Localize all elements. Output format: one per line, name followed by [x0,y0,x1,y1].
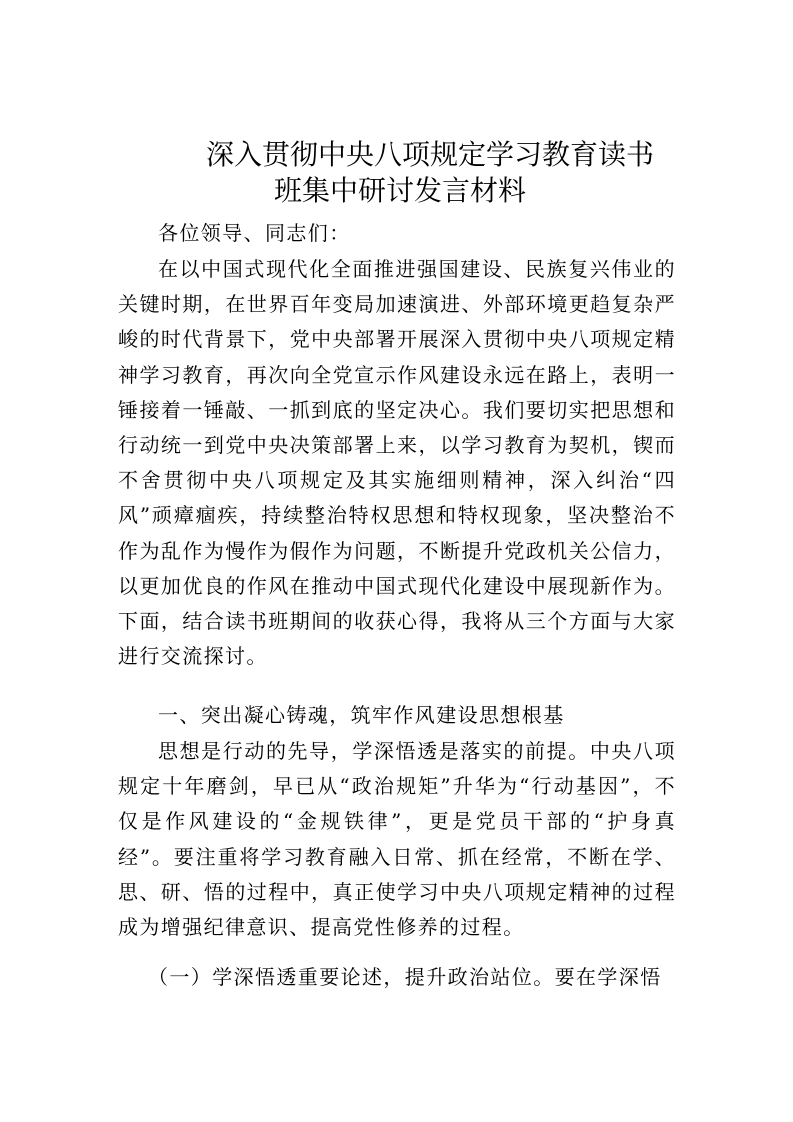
intro-paragraph: 在以中国式现代化全面推进强国建设、民族复兴伟业的关键时期，在世界百年变局加速演进、外部环境更趋复杂严峻的时代背景下，党中央部署开展深入贯彻中央八项规定精神学习教育，再次向全党宣示作风建设永远在路上，表明一锤接着一锤敲、一抓到底的坚定决心。我们要切实把思想和行动统一到党中央决策部署上来，以学习教育为契机，锲而不舍贯彻中央八项规定及其实施细则精神，深入纠治“四风”顽瘴痼疾，持续整治特权思想和特权现象，坚决整治不作为乱作为慢作为假作为问题，不断提升党政机关公信力，以更加优良的作风在推动中国式现代化建设中展现新作为。下面，结合读书班期间的收获心得，我将从三个方面与大家进行交流探讨。 [118,257,676,669]
document-title-line-2: 班集中研讨发言材料 [273,174,526,207]
subsection-heading-1: （一）学深悟透重要论述，提升政治站位。要在学深悟 [148,965,662,989]
section-heading-1: 一、突出凝心铸魂，筑牢作风建设思想根基 [158,703,565,727]
document-title-line-1: 深入贯彻中央八项规定学习教育读书 [205,138,654,171]
section-1-paragraph: 思想是行动的先导，学深悟透是落实的前提。中央八项规定十年磨剑，早已从“政治规矩”升华为“行动基因”，不仅是作风建设的“金规铁律”，更是党员干部的“护身真经”。要注重将学习教育融入日常、抓在经常，不断在学、思、研、悟的过程中，真正使学习中央八项规定精神的过程成为增强纪律意识、提高党性修养的过程。 [118,739,676,940]
greeting: 各位领导、同志们： [158,221,351,245]
